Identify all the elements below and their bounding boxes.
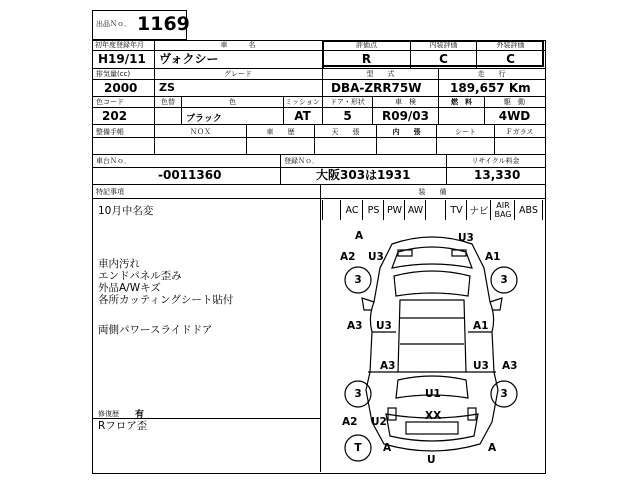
damage-a3-mid: A3	[380, 360, 396, 372]
f-glass-label: Ｆガラス	[505, 128, 534, 136]
damage-u-bottom: U	[427, 454, 436, 466]
inspection-value: R09/03	[381, 109, 430, 123]
transmission-label: ミッション	[285, 98, 320, 106]
equip-ac: AC	[340, 200, 363, 220]
equipment-label: 装 備	[418, 188, 447, 196]
damage-u3-left: U3	[368, 251, 384, 263]
tyre-front-left: 3	[354, 274, 362, 286]
color-value: ブラック	[186, 114, 222, 124]
damage-a-top: A	[355, 230, 364, 242]
car-name-value: ヴォクシー	[159, 52, 219, 66]
equip-tv: TV	[445, 200, 467, 220]
lot-number-label: 出品Ｎｏ．	[96, 20, 131, 28]
inspection-label: 車 検	[395, 98, 416, 106]
doors-value: 5	[343, 109, 352, 123]
notes-extra: 両側パワースライドドア	[98, 324, 213, 336]
reg-no-label: 登録Ｎｏ．	[284, 157, 319, 165]
tyre-rear-left: 3	[354, 388, 362, 400]
doors-label: ドア・形状	[330, 98, 365, 106]
chassis-label: 車台Ｎｏ．	[96, 157, 131, 165]
damage-a2-low: A2	[342, 416, 358, 428]
transmission-value: AT	[294, 109, 311, 123]
spare-tyre-mark: T	[354, 442, 362, 454]
first-reg-value: H19/11	[98, 52, 146, 66]
damage-xx: XX	[425, 410, 442, 422]
notes-line-2: エンドパネル歪み	[98, 270, 182, 282]
damage-u2: U2	[371, 416, 387, 428]
repair-value: 有	[135, 410, 145, 420]
damage-a1-right: A1	[485, 251, 501, 263]
damage-u3-right: U3	[458, 232, 474, 244]
interior-score-label: 内装評価	[429, 41, 458, 49]
history-label: 車 歴	[266, 128, 295, 136]
nox-label: ＮＯＸ	[190, 128, 211, 136]
notes-top: 10月中名変	[98, 205, 154, 217]
drive-label: 駆 動	[504, 98, 525, 106]
equip-ps: PS	[362, 200, 384, 220]
equip-airbag: AIR BAG	[490, 200, 515, 220]
score-value: R	[361, 52, 372, 66]
notes-line-4: 各所カッティングシート貼付	[98, 294, 234, 306]
lot-number: 1169	[137, 13, 190, 35]
displacement-label: 排気量(cc)	[96, 70, 131, 78]
interior-trim-label: 内 張	[392, 128, 421, 136]
notes-line-3: 外品A/Wキズ	[98, 282, 161, 294]
damage-a1-mid: A1	[473, 320, 489, 332]
grade-value: ZS	[159, 81, 175, 94]
model-label: 型 式	[366, 70, 395, 78]
grade-label: グレード	[224, 70, 252, 78]
tyre-front-right: 3	[500, 274, 508, 286]
exterior-score-label: 外装評価	[496, 41, 525, 49]
mileage-label: 走 行	[477, 70, 506, 78]
sunroof-label: 天 張	[331, 128, 360, 136]
exterior-score-value: C	[506, 52, 515, 66]
fuel-label: 燃 料	[451, 98, 472, 106]
color-code-label: 色コード	[96, 98, 124, 106]
displacement-value: 2000	[104, 81, 138, 95]
notes-label: 特記事項	[96, 188, 124, 196]
equip-empty	[425, 200, 446, 220]
equip-blank	[322, 200, 341, 220]
damage-a-bottom-right: A	[488, 442, 497, 454]
recycle-value: 13,330	[474, 168, 521, 182]
tyre-rear-right: 3	[500, 388, 508, 400]
score-label: 評価点	[356, 41, 377, 49]
color-change-label: 色替	[161, 98, 175, 106]
model-value: DBA-ZRR75W	[331, 81, 422, 95]
damage-a3-left: A3	[347, 320, 363, 332]
equip-navi: ナビ	[466, 200, 491, 220]
mileage-value: 189,657 Km	[450, 81, 531, 95]
damage-a3-right: A3	[502, 360, 518, 372]
car-name-label: 車 名	[220, 41, 256, 49]
equip-pw: PW	[383, 200, 405, 220]
notes-line-1: 車内汚れ	[98, 258, 140, 270]
equip-abs: ABS	[514, 200, 543, 220]
repair-label: 修復歴	[98, 410, 119, 418]
color-code-value: 202	[102, 109, 128, 123]
damage-a-bottom-left: A	[383, 442, 392, 454]
reg-no-value: 大阪303は1931	[316, 168, 411, 182]
repair-note: Rフロア歪	[98, 420, 148, 432]
maintenance-label: 整備手帳	[96, 128, 124, 136]
recycle-label: リサイクル料金	[471, 157, 520, 165]
chassis-value: -0011360	[158, 168, 222, 182]
seat-label: シート	[455, 128, 476, 136]
color-label: 色	[229, 98, 236, 106]
damage-u3-low: U3	[473, 360, 489, 372]
damage-a2-left: A2	[340, 251, 356, 263]
first-reg-label: 初年度登録年月	[95, 41, 144, 49]
equip-aw: AW	[404, 200, 426, 220]
interior-score-value: C	[439, 52, 448, 66]
damage-u3-mid: U3	[376, 320, 392, 332]
drive-value: 4WD	[498, 109, 531, 123]
damage-u1: U1	[425, 388, 441, 400]
